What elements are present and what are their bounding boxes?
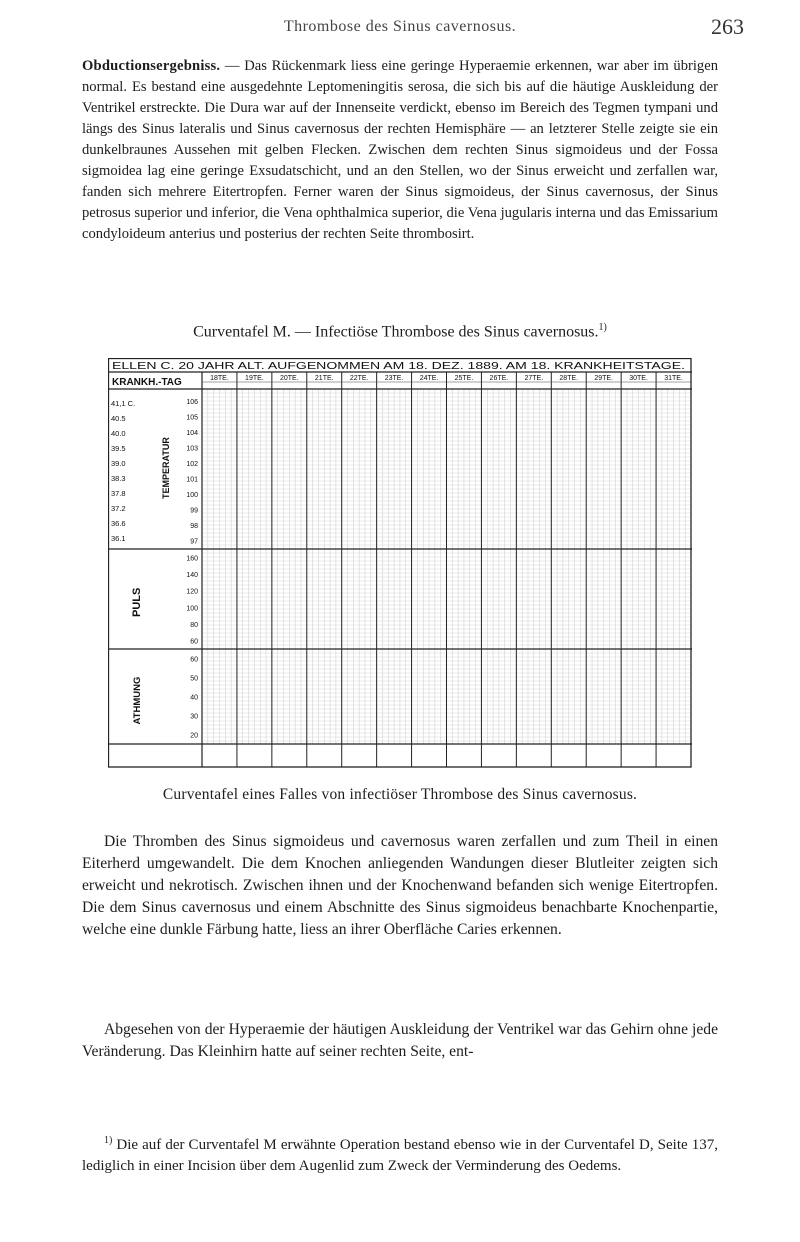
- temp-fahrenheit-tick: 104: [186, 430, 198, 437]
- resp-tick: 60: [190, 656, 198, 664]
- temp-celsius-tick: 41,1 C.: [111, 399, 136, 408]
- day-label: 28TE.: [559, 375, 579, 382]
- temp-fahrenheit-tick: 98: [190, 523, 198, 530]
- temp-celsius-tick: 36.6: [111, 519, 126, 528]
- paragraph-body: — Das Rückenmark liess eine geringe Hyperaemie erkennen, war aber im übrigen normal. Es bestand eine ausgedehnte Leptomeningitis serosa, die sich bis auf die häutige Auskleidung der Ventrikel erstreckte. Die Dura war auf der Innenseite verdickt, ebenso im Bereich des Tegmen tympani und längs des Sinus lateralis und Sinus cavernosus der rechten Hemisphäre — an letzterer Stelle zeigte sie ein dunkelbraunes Aussehen mit gelben Flecken. Zwischen dem rechten Sinus sigmoideus und der Fossa sigmoidea lag eine geringe Exsudatschicht, und an den Stellen, wo der Sinus erweicht und zerfallen war, fanden sich mehrere Eitertropfen. Ferner waren der Sinus sigmoideus, der Sinus cavernosus, der Sinus petrosus superior und inferior, die Vena ophthalmica superior, die Vena jugularis interna und das Emissarium condyloideum anterius und posterius der rechten Seite thrombosirt.: [82, 58, 718, 242]
- pulse-tick: 120: [186, 588, 198, 596]
- resp-tick: 30: [190, 713, 198, 721]
- temp-celsius-tick: 40.0: [111, 429, 126, 438]
- footnote: [82, 1130, 718, 1177]
- day-label: 19TE.: [245, 375, 264, 382]
- pulse-tick: 60: [190, 638, 198, 646]
- temp-celsius-tick: 39.5: [111, 444, 126, 453]
- resp-tick: 50: [190, 675, 198, 683]
- temp-fahrenheit-tick: 105: [186, 414, 198, 422]
- page-number: 263: [711, 14, 744, 39]
- day-label: 18TE.: [210, 375, 229, 382]
- temp-celsius-tick: 37.2: [111, 504, 126, 513]
- temp-fahrenheit-tick: 99: [190, 507, 198, 515]
- temp-celsius-tick: 40.5: [111, 414, 126, 423]
- table-heading-text: Curventafel M. — Infectiöse Thrombose des Sinus cavernosus.: [193, 323, 599, 341]
- pulse-tick: 140: [186, 572, 198, 579]
- temp-celsius-tick: 38.3: [111, 474, 126, 483]
- resp-tick: 40: [190, 694, 198, 702]
- temp-fahrenheit-tick: 100: [186, 492, 198, 499]
- temp-axis-label: TEMPERATUR: [161, 437, 171, 499]
- pulse-axis-label: PULS: [131, 587, 143, 617]
- temp-fahrenheit-tick: 97: [190, 538, 198, 546]
- day-label: 22TE.: [349, 375, 369, 382]
- footnote-ref: 1): [598, 322, 607, 333]
- day-header-label: KRANKH.-TAG: [112, 377, 182, 388]
- running-title: Thrombose des Sinus cavernosus.: [283, 18, 517, 35]
- day-label: 25TE.: [454, 375, 474, 382]
- day-label: 24TE.: [419, 375, 439, 382]
- running-head: [0, 14, 800, 42]
- pulse-tick: 100: [186, 605, 198, 613]
- footnote-mark: 1): [104, 1135, 113, 1146]
- day-label: 21TE.: [314, 375, 334, 382]
- temp-celsius-tick: 36.1: [111, 534, 126, 543]
- footnote-text: Die auf der Curventafel M erwähnte Operation bestand ebenso wie in der Curventafel D, Seite 137, lediglich in einer Incision über dem Augenlid zum Zweck der Verminderung des Oedems.: [82, 1137, 718, 1174]
- day-label: 23TE.: [384, 375, 404, 382]
- paragraph-brain: Abgesehen von der Hyperaemie der häutigen Auskleidung der Ventrikel war das Gehirn ohne jede Veränderung. Das Kleinhirn hatte auf seiner rechten Seite, ent-: [82, 1021, 718, 1060]
- fever-chart-svg: [108, 358, 692, 768]
- temp-fahrenheit-tick: 103: [186, 445, 198, 453]
- day-label: 30TE.: [629, 375, 648, 382]
- paragraph-lead: Obductionsergebniss.: [82, 58, 221, 74]
- day-label: 26TE.: [489, 375, 509, 382]
- day-label: 27TE.: [524, 375, 544, 382]
- pulse-tick: 160: [186, 555, 198, 563]
- fever-chart: [108, 358, 692, 768]
- resp-axis-label: ATHMUNG: [132, 676, 143, 725]
- temp-fahrenheit-tick: 101: [186, 476, 198, 484]
- day-label: 31TE.: [664, 375, 683, 382]
- pulse-tick: 80: [190, 622, 198, 629]
- paragraph-thrombi: Die Thromben des Sinus sigmoideus und cavernosus waren zerfallen und zum Theil in einen Eiterherd umgewandelt. Die dem Knochen anliegenden Wandungen dieser Blutleiter zeigten sich erweicht und nekrotisch. Zwischen ihnen und der Knochenwand befanden sich wenige Eitertropfen. Die dem Sinus cavernosus und einem Abschnitte des Sinus sigmoideus benachbarte Knochenpartie, welche eine dunkle Färbung hatte, liess an ihrer Oberfläche Caries erkennen.: [82, 833, 718, 938]
- resp-tick: 20: [190, 732, 198, 740]
- temp-celsius-tick: 37.8: [111, 489, 126, 498]
- chart-title: ELLEN C. 20 JAHR ALT. AUFGENOMMEN AM 18. DEZ. 1889. AM 18. KRANKHEITSTAGE.: [112, 361, 685, 372]
- figure-caption: Curventafel eines Falles von infectiöser Thrombose des Sinus cavernosus.: [162, 786, 638, 803]
- day-label: 20TE.: [279, 375, 299, 382]
- temp-fahrenheit-tick: 102: [186, 461, 198, 468]
- day-label: 29TE.: [594, 375, 614, 382]
- paragraph-obduction: [82, 56, 718, 245]
- temp-fahrenheit-tick: 106: [186, 399, 198, 406]
- table-heading: [0, 322, 800, 341]
- temp-celsius-tick: 39.0: [111, 459, 126, 468]
